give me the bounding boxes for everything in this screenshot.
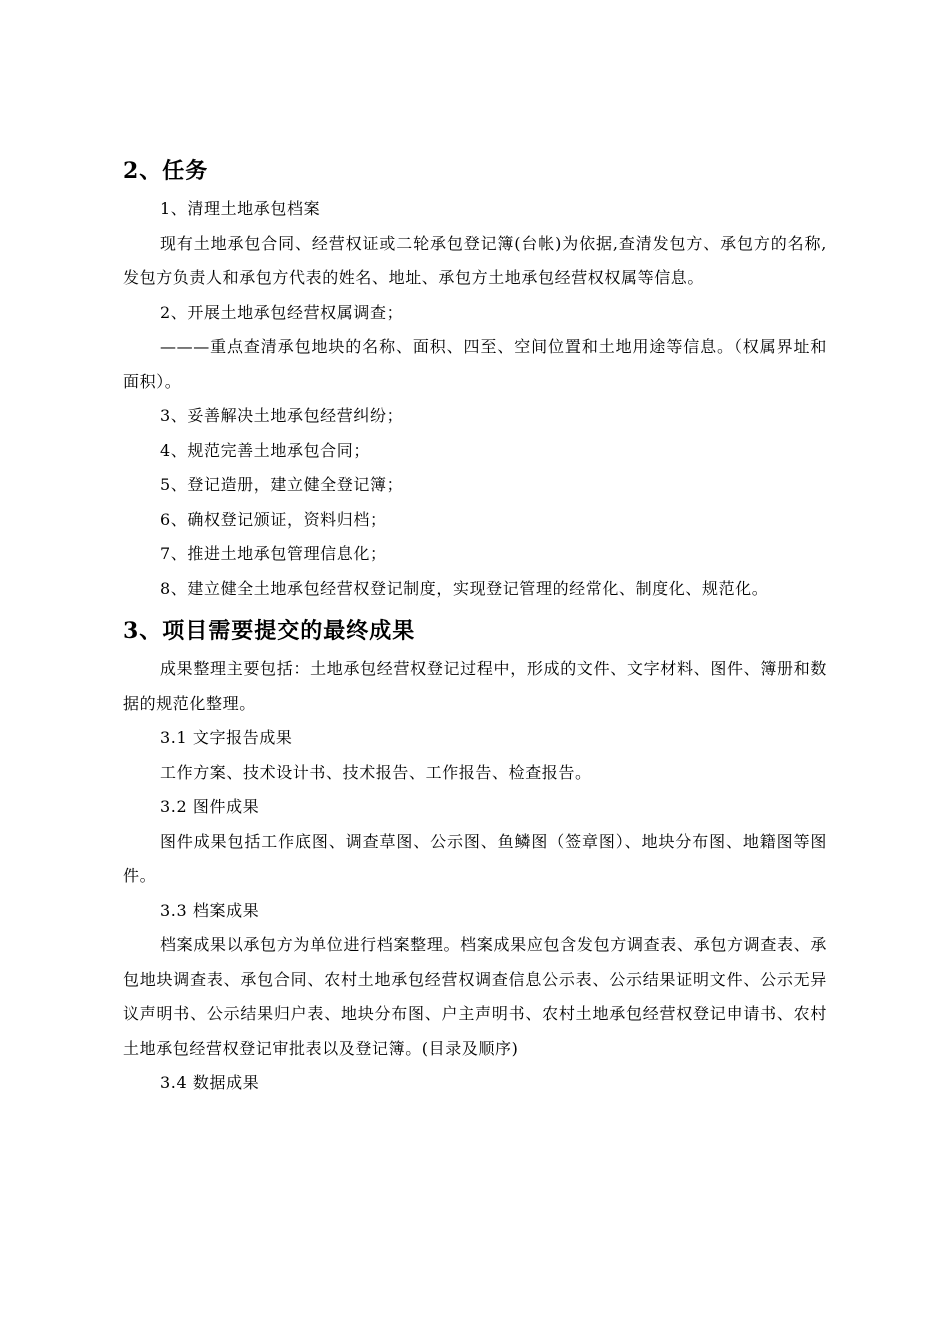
text-report-heading: 3.1 文字报告成果 xyxy=(160,728,293,747)
text-report-content: 工作方案、技术设计书、技术报告、工作报告、检查报告。 xyxy=(160,762,592,782)
deliverables-intro: 成果整理主要包括：土地承包经营权登记过程中，形成的文件、文字材料、图件、簿册和数据的规范化整理。 xyxy=(123,659,827,713)
task-item-3: 3、妥善解决土地承包经营纠纷； xyxy=(160,406,404,425)
task-item-1-title: 1、清理土地承包档案 xyxy=(160,199,321,218)
task-item-1-text: 现有土地承包合同、经营权证或二轮承包登记簿(台帐)为依据,查清发包方、承包方的名称,发包方负责人和承包方代表的姓名、地址、承包方土地承包经营权权属等信息。 xyxy=(123,233,827,287)
data-results-heading: 3.4 数据成果 xyxy=(160,1073,260,1092)
task-item-8: 8、建立健全土地承包经营权登记制度，实现登记管理的经常化、制度化、规范化。 xyxy=(160,578,769,598)
archive-results-content: 档案成果以承包方为单位进行档案整理。档案成果应包含发包方调查表、承包方调查表、承包地块调查表、承包合同、农村土地承包经营权调查信息公示表、公示结果证明文件、公示无异议声明书、公示结果归户表、地块分布图、户主声明书、农村土地承包经营权登记申请书、农村土地承包经营权登记审批表以及登记簿。(目录及顺序) xyxy=(123,935,827,1058)
task-item-7: 7、推进土地承包管理信息化； xyxy=(160,544,387,563)
archive-results-heading: 3.3 档案成果 xyxy=(160,900,260,920)
task-item-2-text: ———重点查清承包地块的名称、面积、四至、空间位置和土地用途等信息。（权属界址和面积）。 xyxy=(123,337,827,391)
task-item-6: 6、确权登记颁证，资料归档； xyxy=(160,509,387,529)
document-body xyxy=(123,150,827,1101)
task-item-4: 4、规范完善土地承包合同； xyxy=(160,440,370,460)
section-heading-deliverables: 3、项目需要提交的最终成果 xyxy=(123,618,416,644)
map-results-heading: 3.2 图件成果 xyxy=(160,797,260,816)
map-results-content: 图件成果包括工作底图、调查草图、公示图、鱼鳞图（签章图）、地块分布图、地籍图等图件。 xyxy=(123,831,827,885)
section-heading-tasks: 2、任务 xyxy=(123,158,209,184)
task-item-2-title: 2、开展土地承包经营权属调查； xyxy=(160,302,404,322)
task-item-5: 5、登记造册，建立健全登记簿； xyxy=(160,475,404,494)
